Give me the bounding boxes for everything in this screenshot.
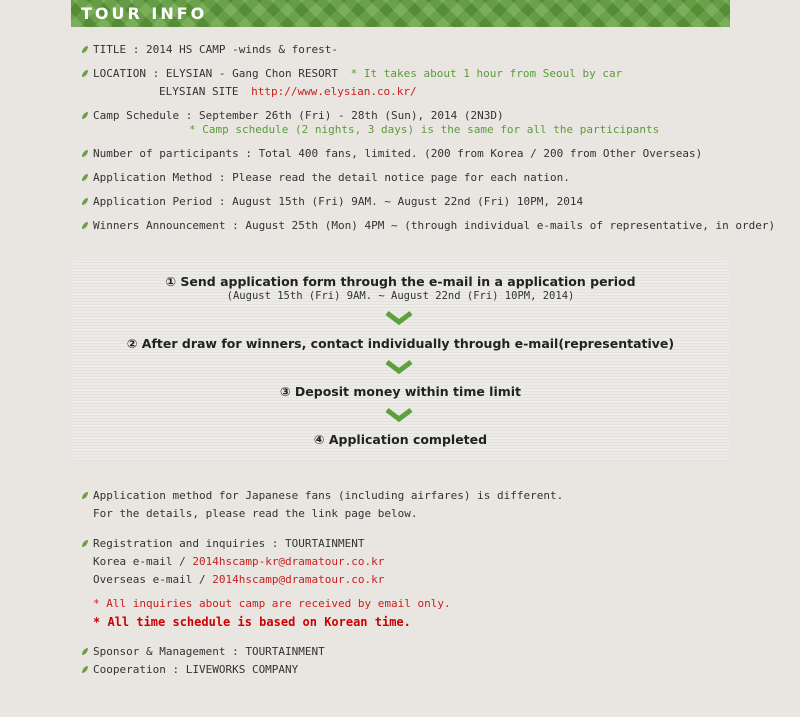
- overseas-email-row: [93, 573, 384, 587]
- info-title: TITLE : 2014 HS CAMP -winds & forest-: [93, 43, 339, 56]
- section-title: TOUR INFO: [81, 4, 208, 23]
- chevron-down-icon: [384, 359, 414, 375]
- korea-email-label: Korea e-mail /: [93, 555, 193, 568]
- leaf-bullet-icon: [81, 69, 89, 78]
- chevron-down-icon: [384, 407, 414, 423]
- leaf-bullet-icon: [81, 45, 89, 54]
- leaf-bullet-icon: [81, 539, 89, 548]
- info-method: Application Method : Please read the detail notice page for each nation.: [93, 171, 570, 184]
- leaf-bullet-icon: [81, 665, 89, 674]
- info-participants: Number of participants : Total 400 fans, limited. (200 from Korea / 200 from Other Overseas): [93, 147, 703, 160]
- leaf-bullet-icon: [81, 149, 89, 158]
- info-schedule: Camp Schedule : September 26th (Fri) - 28th (Sun), 2014 (2N3D): [93, 109, 504, 122]
- leaf-bullet-icon: [81, 491, 89, 500]
- korean-time-note: * All time schedule is based on Korean time.: [93, 615, 411, 629]
- leaf-bullet-icon: [81, 111, 89, 120]
- leaf-bullet-icon: [81, 647, 89, 656]
- location-label: LOCATION : ELYSIAN - Gang Chon RESORT: [93, 67, 339, 80]
- registration-line: Registration and inquiries : TOURTAINMENT: [93, 537, 365, 550]
- info-announcement: Winners Announcement : August 25th (Mon) 4PM ~ (through individual e-mails of representative, in order): [93, 219, 776, 232]
- korea-email-link[interactable]: 2014hscamp-kr@dramatour.co.kr: [192, 555, 385, 568]
- leaf-bullet-icon: [81, 173, 89, 182]
- japan-line-2: For the details, please read the link page below.: [93, 507, 418, 520]
- leaf-bullet-icon: [81, 197, 89, 206]
- site-link[interactable]: http://www.elysian.co.kr/: [251, 85, 417, 98]
- site-row: [159, 85, 417, 99]
- site-label: ELYSIAN SITE: [159, 85, 239, 98]
- info-period: Application Period : August 15th (Fri) 9AM. ~ August 22nd (Fri) 10PM, 2014: [93, 195, 584, 208]
- header-bar: [71, 0, 730, 27]
- cooperation-line: Cooperation : LIVEWORKS COMPANY: [93, 663, 299, 676]
- korea-email-row: [93, 555, 384, 569]
- process-step-1: ① Send application form through the e-mail in a application period: [165, 274, 636, 289]
- info-location: [93, 67, 622, 81]
- overseas-email-label: Overseas e-mail /: [93, 573, 213, 586]
- process-step-2: ② After draw for winners, contact individually through e-mail(representative): [126, 336, 675, 351]
- schedule-note: * Camp schedule (2 nights, 3 days) is the same for all the participants: [189, 123, 660, 136]
- process-step-4: ④ Application completed: [313, 432, 488, 447]
- process-step-3: ③ Deposit money within time limit: [279, 384, 522, 399]
- chevron-down-icon: [384, 310, 414, 326]
- japan-line-1: Application method for Japanese fans (including airfares) is different.: [93, 489, 564, 502]
- process-step-1-sub: (August 15th (Fri) 9AM. ~ August 22nd (Fri) 10PM, 2014): [226, 290, 575, 302]
- overseas-email-link[interactable]: 2014hscamp@dramatour.co.kr: [212, 573, 385, 586]
- email-only-note: * All inquiries about camp are received by email only.: [93, 597, 451, 610]
- application-process-box: [71, 258, 730, 461]
- leaf-bullet-icon: [81, 221, 89, 230]
- sponsor-line: Sponsor & Management : TOURTAINMENT: [93, 645, 325, 658]
- location-note: * It takes about 1 hour from Seoul by car: [350, 67, 623, 80]
